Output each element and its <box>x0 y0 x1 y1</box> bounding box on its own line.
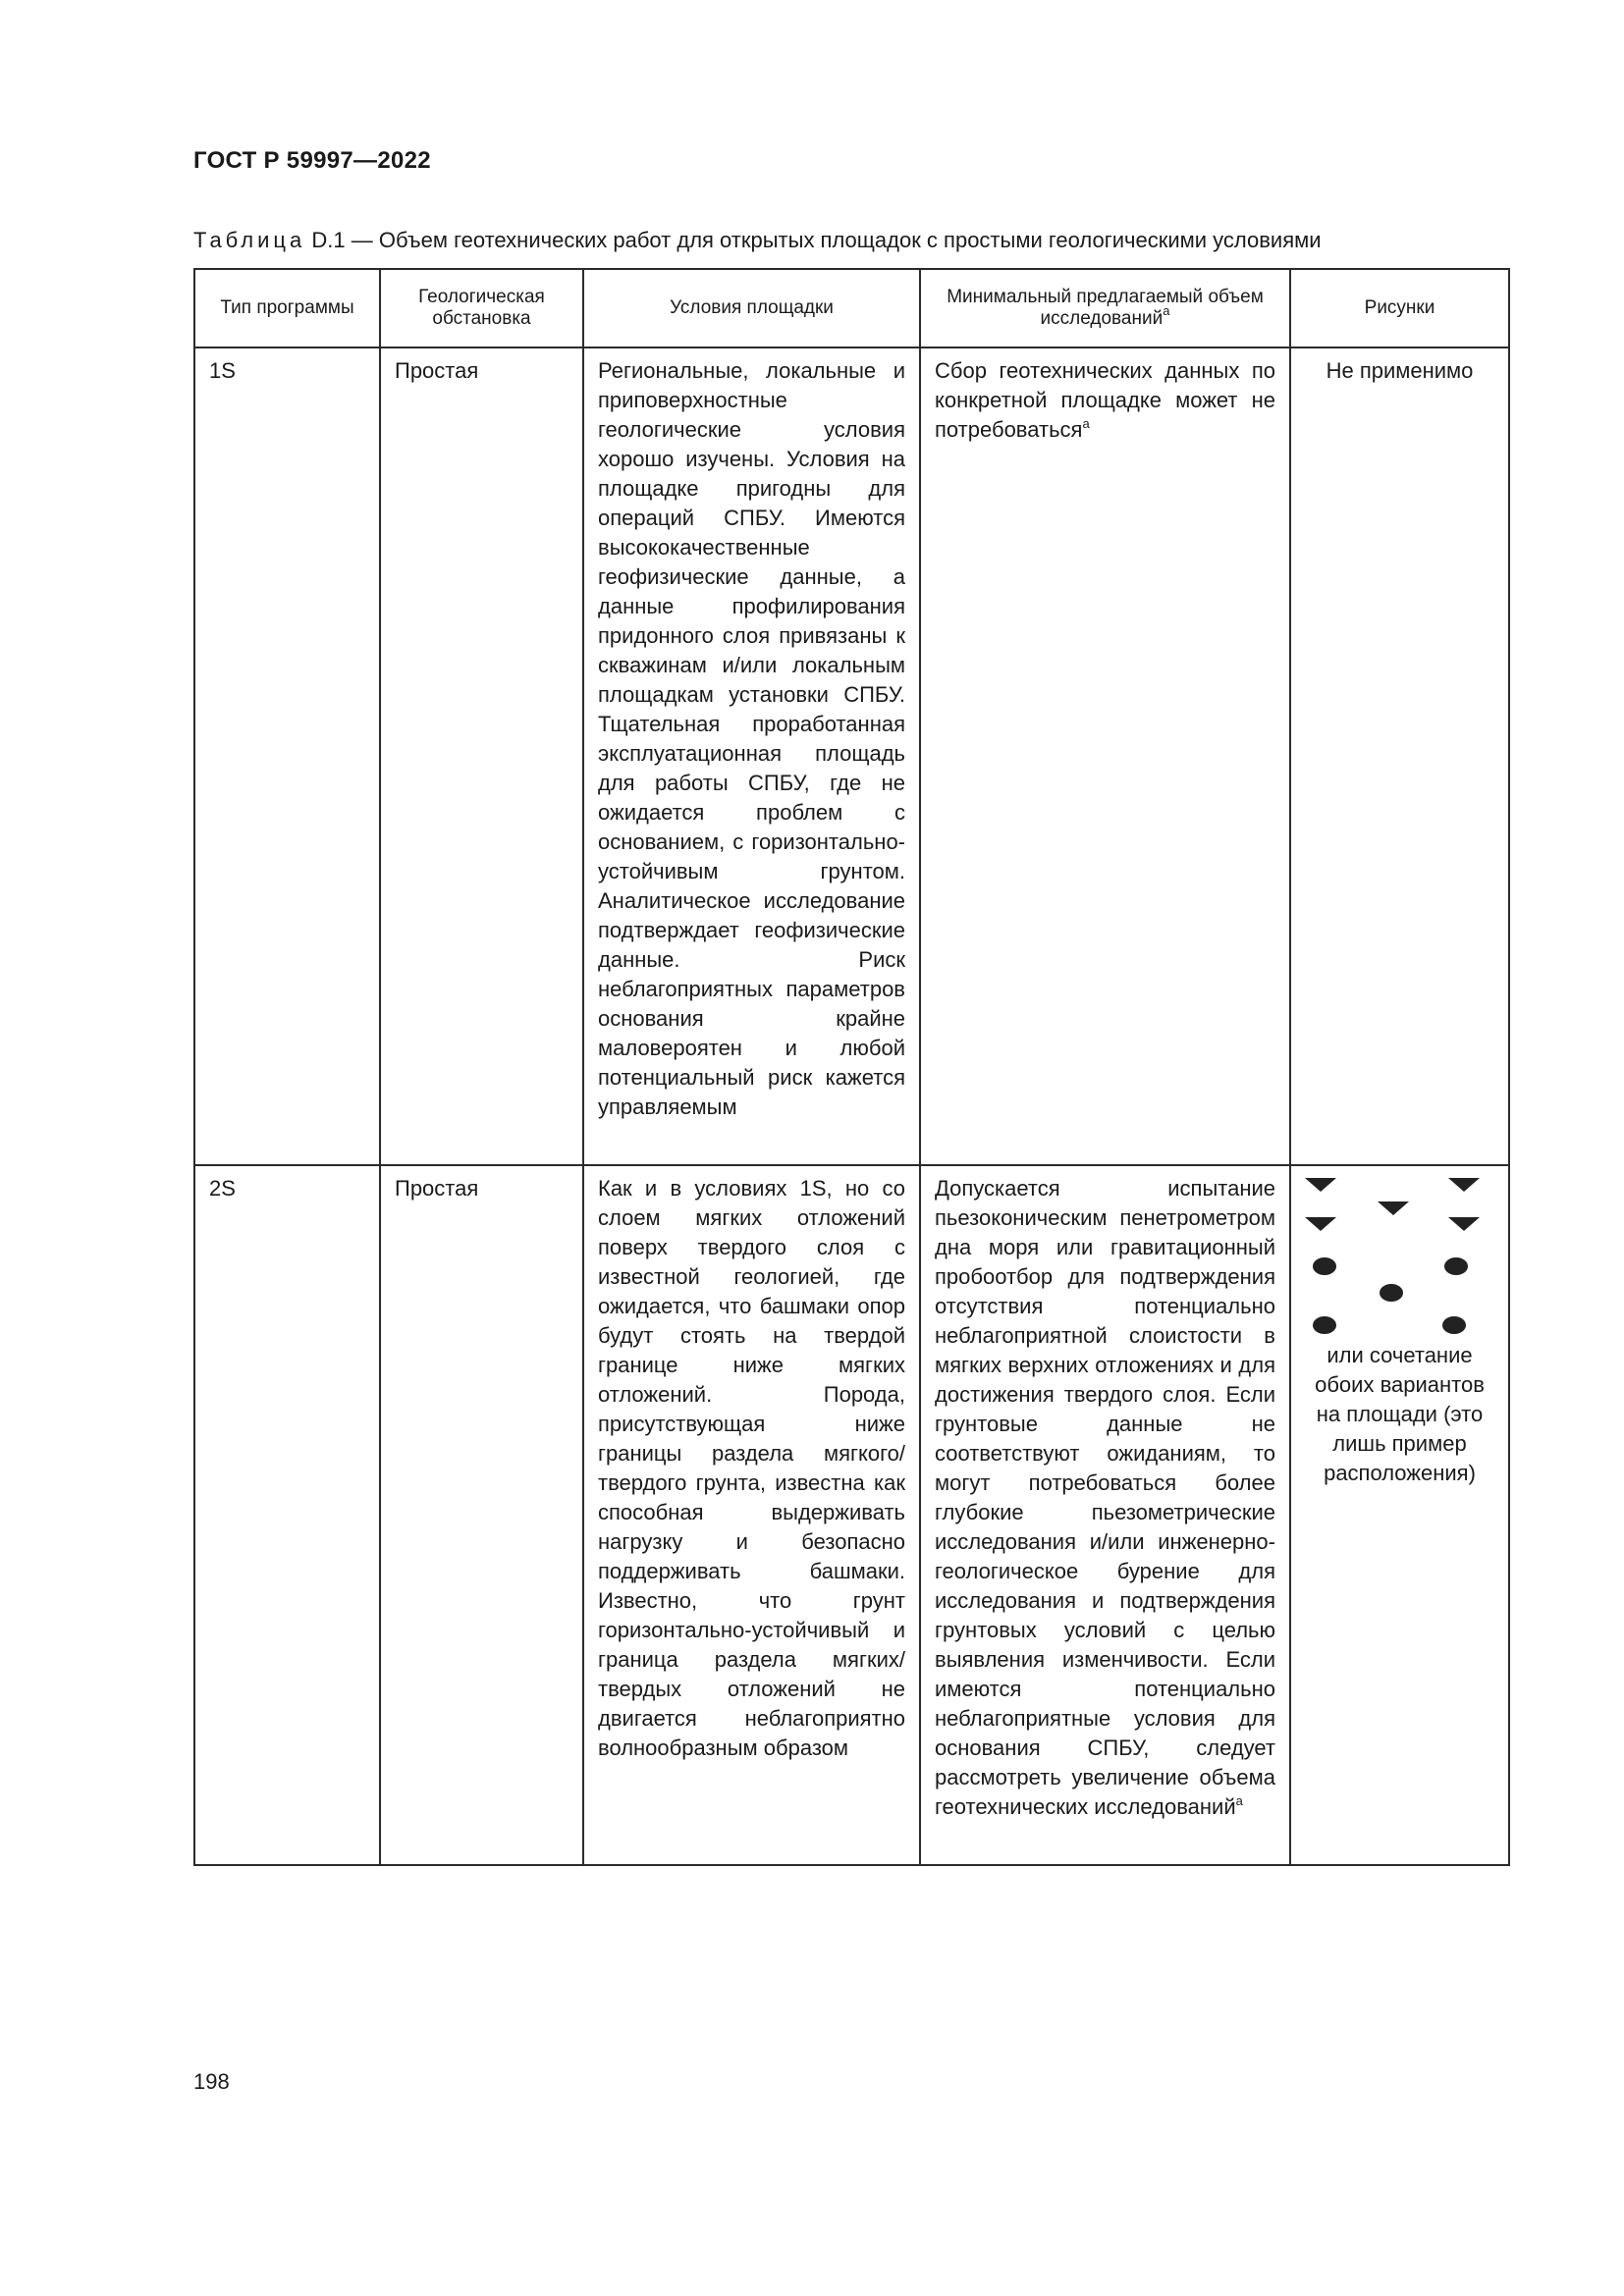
footnote-mark: a <box>1082 416 1090 431</box>
cone-penetrometer-triangle-icon <box>1305 1217 1336 1231</box>
cell-minimum-scope-text: Допускается испытание пьезоконическим пенетрометром дна моря или гравитационный пробоотбор для подтверждения отсутствия потенциально неблагоприятной слоистости в мягких верхних отложениях и для достижения твердого слоя. Если грунтовые данные не соответствуют ожиданиям, то могут потребоваться более глубокие пьезометрические исследования и/или инженерно-геологическое бурение для исследования и подтверждения грунтовых условий с целью выявления изменчивости. Если имеются потенциально неблагоприятные условия для основания СПБУ, следует рассмотреть увеличение объема геотехнических исследований <box>935 1176 1275 1819</box>
table-row <box>194 1165 1509 1865</box>
table-caption <box>193 228 1322 253</box>
cell-site-conditions: Региональные, локальные и приповерхностные геологические условия хорошо изучены. Условия на площадке пригодны для операций СПБУ. Имеются высококачественные геофизические данные, а данные профилирования придонного слоя привязаны к скважинам и/или локальным площадкам установки СПБУ. Тщательная проработанная эксплуатационная площадь для работы СПБУ, где не ожидается проблем с основанием, с горизонтально-устойчивым грунтом. Аналитическое исследование подтверждает геофизические данные. Риск неблагоприятных параметров основания крайне маловероятен и любой потенциальный риск кажется управляемым <box>583 347 920 1165</box>
cell-minimum-scope-text: Сбор геотехнических данных по конкретной площадке может не потребоваться <box>935 358 1275 442</box>
cell-geological-setting: Простая <box>380 1165 583 1865</box>
gravity-sampler-layout-figure <box>1305 1249 1496 1337</box>
table-header-row <box>194 269 1509 347</box>
document-standard-header: ГОСТ Р 59997—2022 <box>193 147 431 174</box>
cone-penetrometer-triangle-icon <box>1378 1201 1409 1215</box>
gravity-sampler-dot-icon <box>1313 1257 1336 1275</box>
column-header-geological-setting: Геологическая обстановка <box>380 269 583 347</box>
cell-minimum-scope <box>920 1165 1290 1865</box>
gravity-sampler-dot-icon <box>1313 1316 1336 1334</box>
table-caption-title: — Объем геотехнических работ для открытых площадок с простыми геологическими условиями <box>345 228 1322 252</box>
cell-geological-setting: Простая <box>380 347 583 1165</box>
footnote-mark: a <box>1163 303 1170 318</box>
column-header-site-conditions: Условия площадки <box>583 269 920 347</box>
cone-penetrometer-triangle-icon <box>1448 1217 1480 1231</box>
cone-penetrometer-triangle-icon <box>1305 1178 1336 1192</box>
cell-program-type: 1S <box>194 347 380 1165</box>
gravity-sampler-dot-icon <box>1380 1284 1403 1302</box>
column-header-program-type: Тип программы <box>194 269 380 347</box>
table-caption-label: Таблица <box>193 228 306 252</box>
table-caption-number: D.1 <box>311 228 346 252</box>
column-header-minimum-scope <box>920 269 1290 347</box>
page-number: 198 <box>193 2069 230 2094</box>
gravity-sampler-dot-icon <box>1444 1257 1468 1275</box>
cone-penetrometer-layout-figure <box>1305 1174 1496 1233</box>
cell-program-type: 2S <box>194 1165 380 1865</box>
figure-description: или сочетание обоих вариантов на площади (это лишь пример расположения) <box>1315 1343 1485 1485</box>
cone-penetrometer-triangle-icon <box>1448 1178 1480 1192</box>
column-header-minimum-scope-text: Минимальный предлагаемый объем исследований <box>947 287 1264 329</box>
cell-site-conditions: Как и в условиях 1S, но со слоем мягких отложений поверх твердого слоя с известной геологией, где ожидается, что башмаки опор будут стоять на твердой границе ниже мягких отложений. Порода, присутствующая ниже границы раздела мягкого/твердого грунта, известна как способная выдерживать нагрузку и безопасно поддерживать башмаки. Известно, что грунт горизонтально-устойчивый и граница раздела мягких/твердых отложений не двигается неблагоприятно волнообразным образом <box>583 1165 920 1865</box>
column-header-figures: Рисунки <box>1290 269 1509 347</box>
gravity-sampler-dot-icon <box>1442 1316 1466 1334</box>
cell-minimum-scope <box>920 347 1290 1165</box>
geotechnical-scope-table <box>193 268 1510 1866</box>
cell-figures: Не применимо <box>1290 347 1509 1165</box>
table-row <box>194 347 1509 1165</box>
footnote-mark: a <box>1235 1793 1243 1808</box>
cell-figures <box>1290 1165 1509 1865</box>
